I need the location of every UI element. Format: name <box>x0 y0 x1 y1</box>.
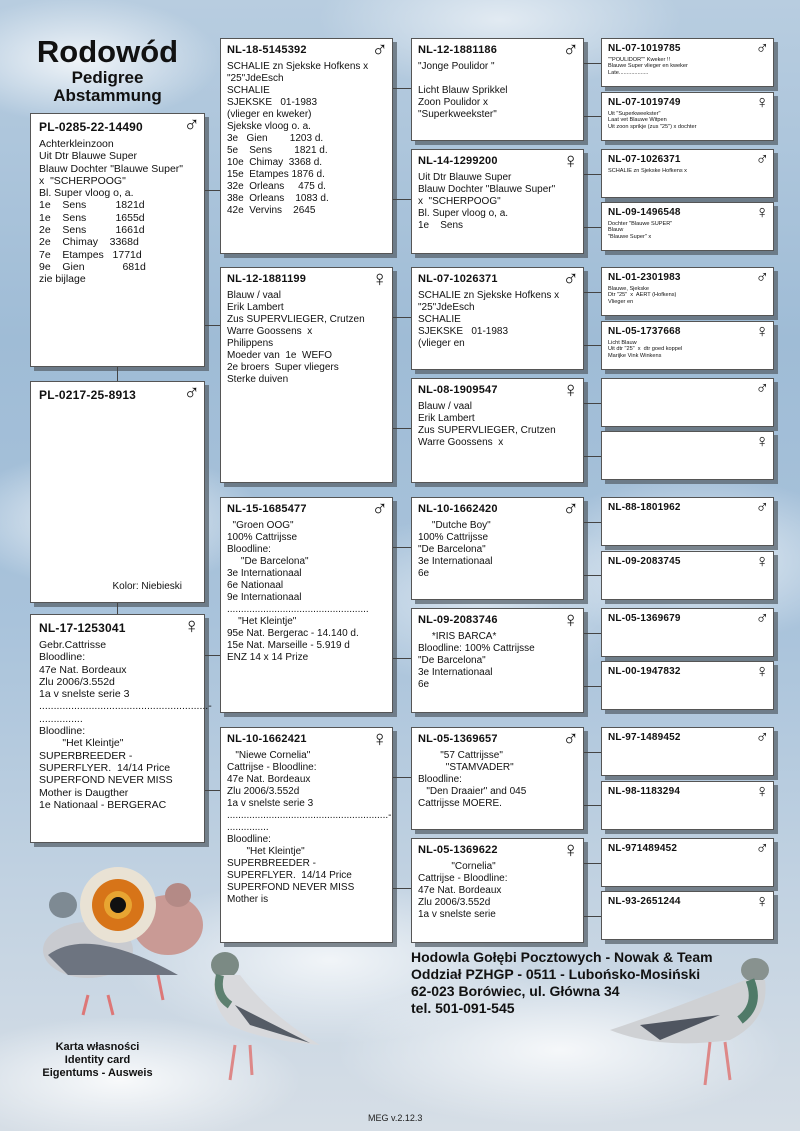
pigeon-card[interactable] <box>601 378 774 427</box>
pigeon-card[interactable] <box>601 267 774 316</box>
pigeon-card[interactable] <box>601 891 774 940</box>
connector-line <box>584 292 601 293</box>
ring-number: NL-05-1369657 <box>418 733 498 745</box>
ring-number: NL-09-2083746 <box>418 614 498 626</box>
pigeon-notes: Blauw / vaal Erik Lambert Zus SUPERVLIEGER, Crutzen Warre Goossens x <box>418 401 556 448</box>
ring-number: NL-98-1183294 <box>608 786 681 797</box>
pigeon-notes: "Dutche Boy" 100% Cattrijsse "De Barcelona" 3e Internationaal 6e <box>418 520 493 579</box>
pigeon-notes: Dochter "Blauwe SUPER" Blauw "Blauwe Super" x <box>608 221 673 240</box>
breeder-phone: tel. 501-091-545 <box>411 1000 515 1016</box>
breeder-branch: Oddział PZHGP - 0511 - Lubońsko-Mosiński <box>411 966 701 982</box>
sex-symbol-icon: ♂ <box>183 112 200 137</box>
sex-symbol-icon: ♀ <box>562 607 579 632</box>
pigeon-notes: "57 Cattrijsse" "STAMVADER" Bloodline: "Den Draaier" and 045 Cattrijsse MOERE. <box>418 750 527 809</box>
pigeon-card[interactable] <box>601 149 774 198</box>
pigeon-notes: "Jonge Poulidor " Licht Blauw Sprikkel Zoon Poulidor x "Superkweekster" <box>418 61 508 120</box>
ring-number: NL-88-1801962 <box>608 502 681 513</box>
pigeon-card[interactable] <box>601 92 774 141</box>
pigeon-card[interactable] <box>220 38 393 254</box>
card-label-en: Identity card <box>64 1054 131 1066</box>
ring-number: NL-18-5145392 <box>227 44 307 56</box>
connector-line <box>584 345 601 346</box>
female-symbol-icon: ♀ <box>755 551 769 571</box>
pigeon-pair-image <box>28 865 208 1025</box>
sex-symbol-icon: ♀ <box>562 837 579 862</box>
connector-line <box>584 752 601 753</box>
pigeon-card[interactable] <box>30 113 205 367</box>
subtitle-german: Abstammung <box>53 86 162 105</box>
ring-number: NL-09-2083745 <box>608 556 681 567</box>
connector-line <box>205 190 220 191</box>
connector-line <box>584 522 601 523</box>
pigeon-card[interactable] <box>411 378 584 483</box>
connector-line <box>393 428 411 429</box>
connector-line <box>393 199 411 200</box>
breeder-info <box>411 949 713 1017</box>
pigeon-notes: "Groen OOG" 100% Cattrijsse Bloodline: "De Barcelona" 3e Internationaal 6e Nationaal 9e Internationaal ................................................... "Het Kleintje" 95e Nat. Bergerac - 14.140 d. 15e Nat. Marseille - 5.919 d ENZ 14 x 14 Prize <box>227 520 369 663</box>
ring-number: NL-17-1253041 <box>39 621 126 635</box>
sex-symbol-icon: ♂ <box>562 726 579 751</box>
male-symbol-icon: ♂ <box>755 267 769 287</box>
pigeon-notes: SCHALIE zn Sjekske Hofkens x "25"JdeEsch SCHALIE SJEKSKE 01-1983 (vlieger en <box>418 290 560 349</box>
female-symbol-icon: ♀ <box>755 321 769 341</box>
pigeon-image <box>190 945 330 1095</box>
pigeon-card[interactable] <box>411 608 584 713</box>
sex-symbol-icon: ♂ <box>562 37 579 62</box>
pigeon-notes: "Niewe Cornelia" Cattrijse - Bloodline: 47e Nat. Bordeaux Zlu 2006/3.552d 1a v snelste serie 3 ..........................................................- ............... Bloodline: "Het Kleintje" SUPERBREEDER - SUPERFLYER. 14/14 Price SUPERFOND NEVER MISS Mother is <box>227 750 392 905</box>
connector-line <box>584 174 601 175</box>
ring-number: NL-05-1369622 <box>418 844 498 856</box>
connector-line <box>393 777 411 778</box>
ring-number: NL-10-1662420 <box>418 503 498 515</box>
connector-line <box>393 547 411 548</box>
male-symbol-icon: ♂ <box>755 608 769 628</box>
page-title: Rodowód <box>36 34 179 69</box>
ring-number: NL-00-1947832 <box>608 666 681 677</box>
pigeon-card[interactable] <box>411 838 584 943</box>
pigeon-notes: Achterkleinzoon Uit Dtr Blauwe Super Blauw Dochter "Blauwe Super" x "SCHERPOOG" Bl. Super vloog o, a. 1e Sens 1821d 1e Sens 1655d 2e Sens 1661d 2e Chimay 3368d 7e Etampes 1771d 9e Gien 681d zie bijlage <box>39 138 184 286</box>
pigeon-card[interactable] <box>30 381 205 603</box>
male-symbol-icon: ♂ <box>755 378 769 398</box>
connector-line <box>584 63 601 64</box>
sex-symbol-icon: ♂ <box>183 380 200 405</box>
male-symbol-icon: ♂ <box>755 149 769 169</box>
pigeon-card[interactable] <box>601 497 774 546</box>
ring-number: NL-07-1019749 <box>608 97 681 108</box>
pigeon-notes: "Cornelia" Cattrijse - Bloodline: 47e Nat. Bordeaux Zlu 2006/3.552d 1a v snelste serie <box>418 861 508 920</box>
pigeon-notes: Licht Blauw Uit dtr "25" x dtr goed koppel Marijke Vink Winkens <box>608 340 683 359</box>
card-label-pl: Karta własności <box>55 1041 140 1053</box>
connector-line <box>205 655 220 656</box>
pigeon-notes: Uit Dtr Blauwe Super Blauw Dochter "Blauwe Super" x "SCHERPOOG" Bl. Super vloog o, a. 1e Sens <box>418 172 556 231</box>
identity-card-label <box>30 1041 165 1080</box>
pigeon-notes: *IRIS BARCA* Bloodline: 100% Cattrijsse "De Barcelona" 3e Internationaal 6e <box>418 631 535 690</box>
pigeon-card[interactable] <box>601 431 774 480</box>
connector-line <box>584 456 601 457</box>
sex-symbol-icon: ♂ <box>371 496 388 521</box>
sex-symbol-icon: ♀ <box>562 148 579 173</box>
connector-line <box>584 633 601 634</box>
ring-number: NL-97-1489452 <box>608 732 681 743</box>
plumage-color: Kolor: Niebieski <box>112 581 182 592</box>
connector-line <box>584 916 601 917</box>
connector-line <box>205 790 220 791</box>
pigeon-card[interactable] <box>601 202 774 251</box>
connector-line <box>584 686 601 687</box>
pigeon-card[interactable] <box>411 38 584 141</box>
pigeon-card[interactable] <box>601 781 774 830</box>
female-symbol-icon: ♀ <box>755 431 769 451</box>
pigeon-notes: Uit "Superkweekster" Laat vet Blauwe Witpen Uit zoon sprikje (zus "25") x dochter <box>608 111 697 130</box>
sex-symbol-icon: ♀ <box>371 266 388 291</box>
pigeon-card[interactable] <box>30 613 212 843</box>
pigeon-card[interactable] <box>601 727 774 776</box>
pigeon-notes: Gebr.Cattrisse Bloodline: 47e Nat. Bordeaux Zlu 2006/3.552d 1a v snelste serie 3 ..........................................................- ............... Bloodline: "Het Kleintje" SUPERBREEDER - SUPERFLYER. 14/14 Price SUPERFOND NEVER MISS Mother is Daugther 1e Nationaal - BERGERAC <box>39 639 212 811</box>
pigeon-card[interactable] <box>601 321 774 370</box>
card-label-de: Eigentums - Ausweis <box>42 1067 153 1079</box>
male-symbol-icon: ♂ <box>755 38 769 58</box>
pigeon-card[interactable] <box>601 661 774 710</box>
pigeon-notes: Blauw / vaal Erik Lambert Zus SUPERVLIEGER, Crutzen Warre Goossens x Philippens Moeder van 1e WEFO 2e broers Super vliegers Sterke duiven <box>227 290 365 385</box>
ring-number: NL-07-1019785 <box>608 43 681 54</box>
male-symbol-icon: ♂ <box>755 727 769 747</box>
pigeon-notes: SCHALIE zn Sjekske Hofkens x "25"JdeEsch SCHALIE SJEKSKE 01-1983 (vlieger en kweker) Sjekske vloog o. a. 3e Gien 1203 d. 5e Sens 1821 d. 10e Chimay 3368 d. 15e Etampes 1876 d. 32e Orleans 475 d. 38e Orleans 1083 d. 42e Vervins 2645 <box>227 61 369 216</box>
pigeon-card[interactable] <box>601 608 774 657</box>
female-symbol-icon: ♀ <box>755 92 769 112</box>
pigeon-notes: SCHALIE zn Sjekske Hofkens x <box>608 168 687 174</box>
subtitle-english: Pedigree <box>71 68 144 87</box>
female-symbol-icon: ♀ <box>755 781 769 801</box>
connector-line <box>584 805 601 806</box>
pigeon-card[interactable] <box>220 727 393 943</box>
connector-line <box>205 325 220 326</box>
pigeon-card[interactable] <box>220 497 393 713</box>
pigeon-notes: Blauwe, Sjekske Dtr "25" x AERT (Hofkens) Vlieger en <box>608 286 677 305</box>
connector-line <box>584 227 601 228</box>
pigeon-card[interactable] <box>220 267 393 483</box>
ring-number: NL-09-1496548 <box>608 207 681 218</box>
ring-number: NL-07-1026371 <box>418 273 498 285</box>
sex-symbol-icon: ♂ <box>371 37 388 62</box>
ring-number: PL-0285-22-14490 <box>39 120 143 134</box>
breeder-name: Hodowla Gołębi Pocztowych - Nowak & Team <box>411 949 713 965</box>
sex-symbol-icon: ♂ <box>562 496 579 521</box>
connector-line <box>584 116 601 117</box>
female-symbol-icon: ♀ <box>755 202 769 222</box>
sex-symbol-icon: ♀ <box>562 377 579 402</box>
ring-number: NL-07-1026371 <box>608 154 681 165</box>
pigeon-card[interactable] <box>411 497 584 600</box>
breeder-address: 62-023 Borówiec, ul. Główna 34 <box>411 983 620 999</box>
ring-number: NL-15-1685477 <box>227 503 307 515</box>
connector-line <box>393 658 411 659</box>
connector-line <box>393 317 411 318</box>
male-symbol-icon: ♂ <box>755 497 769 517</box>
ring-number: NL-12-1881199 <box>227 273 307 285</box>
pigeon-notes: ""POULIDOR"" Kweker !! Blauwe Super vlieger en kweker Late................... <box>608 57 688 76</box>
ring-number: NL-01-2301983 <box>608 272 681 283</box>
sex-symbol-icon: ♀ <box>371 726 388 751</box>
connector-line <box>117 603 118 614</box>
sex-symbol-icon: ♂ <box>562 266 579 291</box>
male-symbol-icon: ♂ <box>755 838 769 858</box>
female-symbol-icon: ♀ <box>755 891 769 911</box>
pigeon-card[interactable] <box>601 838 774 887</box>
ring-number: NL-971489452 <box>608 843 678 854</box>
ring-number: PL-0217-25-8913 <box>39 388 137 402</box>
pigeon-card[interactable] <box>411 149 584 254</box>
connector-line <box>393 888 411 889</box>
pigeon-card[interactable] <box>601 38 774 87</box>
connector-line <box>393 88 411 89</box>
female-symbol-icon: ♀ <box>755 661 769 681</box>
ring-number: NL-05-1737668 <box>608 326 681 337</box>
pigeon-card[interactable] <box>411 727 584 830</box>
pigeon-card[interactable] <box>411 267 584 370</box>
connector-line <box>117 367 118 381</box>
connector-line <box>584 575 601 576</box>
ring-number: NL-10-1662421 <box>227 733 307 745</box>
sex-symbol-icon: ♀ <box>183 613 200 638</box>
ring-number: NL-08-1909547 <box>418 384 498 396</box>
ring-number: NL-93-2651244 <box>608 896 681 907</box>
ring-number: NL-12-1881186 <box>418 44 498 56</box>
pigeon-card[interactable] <box>601 551 774 600</box>
ring-number: NL-14-1299200 <box>418 155 498 167</box>
connector-line <box>584 403 601 404</box>
ring-number: NL-05-1369679 <box>608 613 681 624</box>
version-label: MEG v.2.12.3 <box>368 1113 423 1123</box>
connector-line <box>584 863 601 864</box>
